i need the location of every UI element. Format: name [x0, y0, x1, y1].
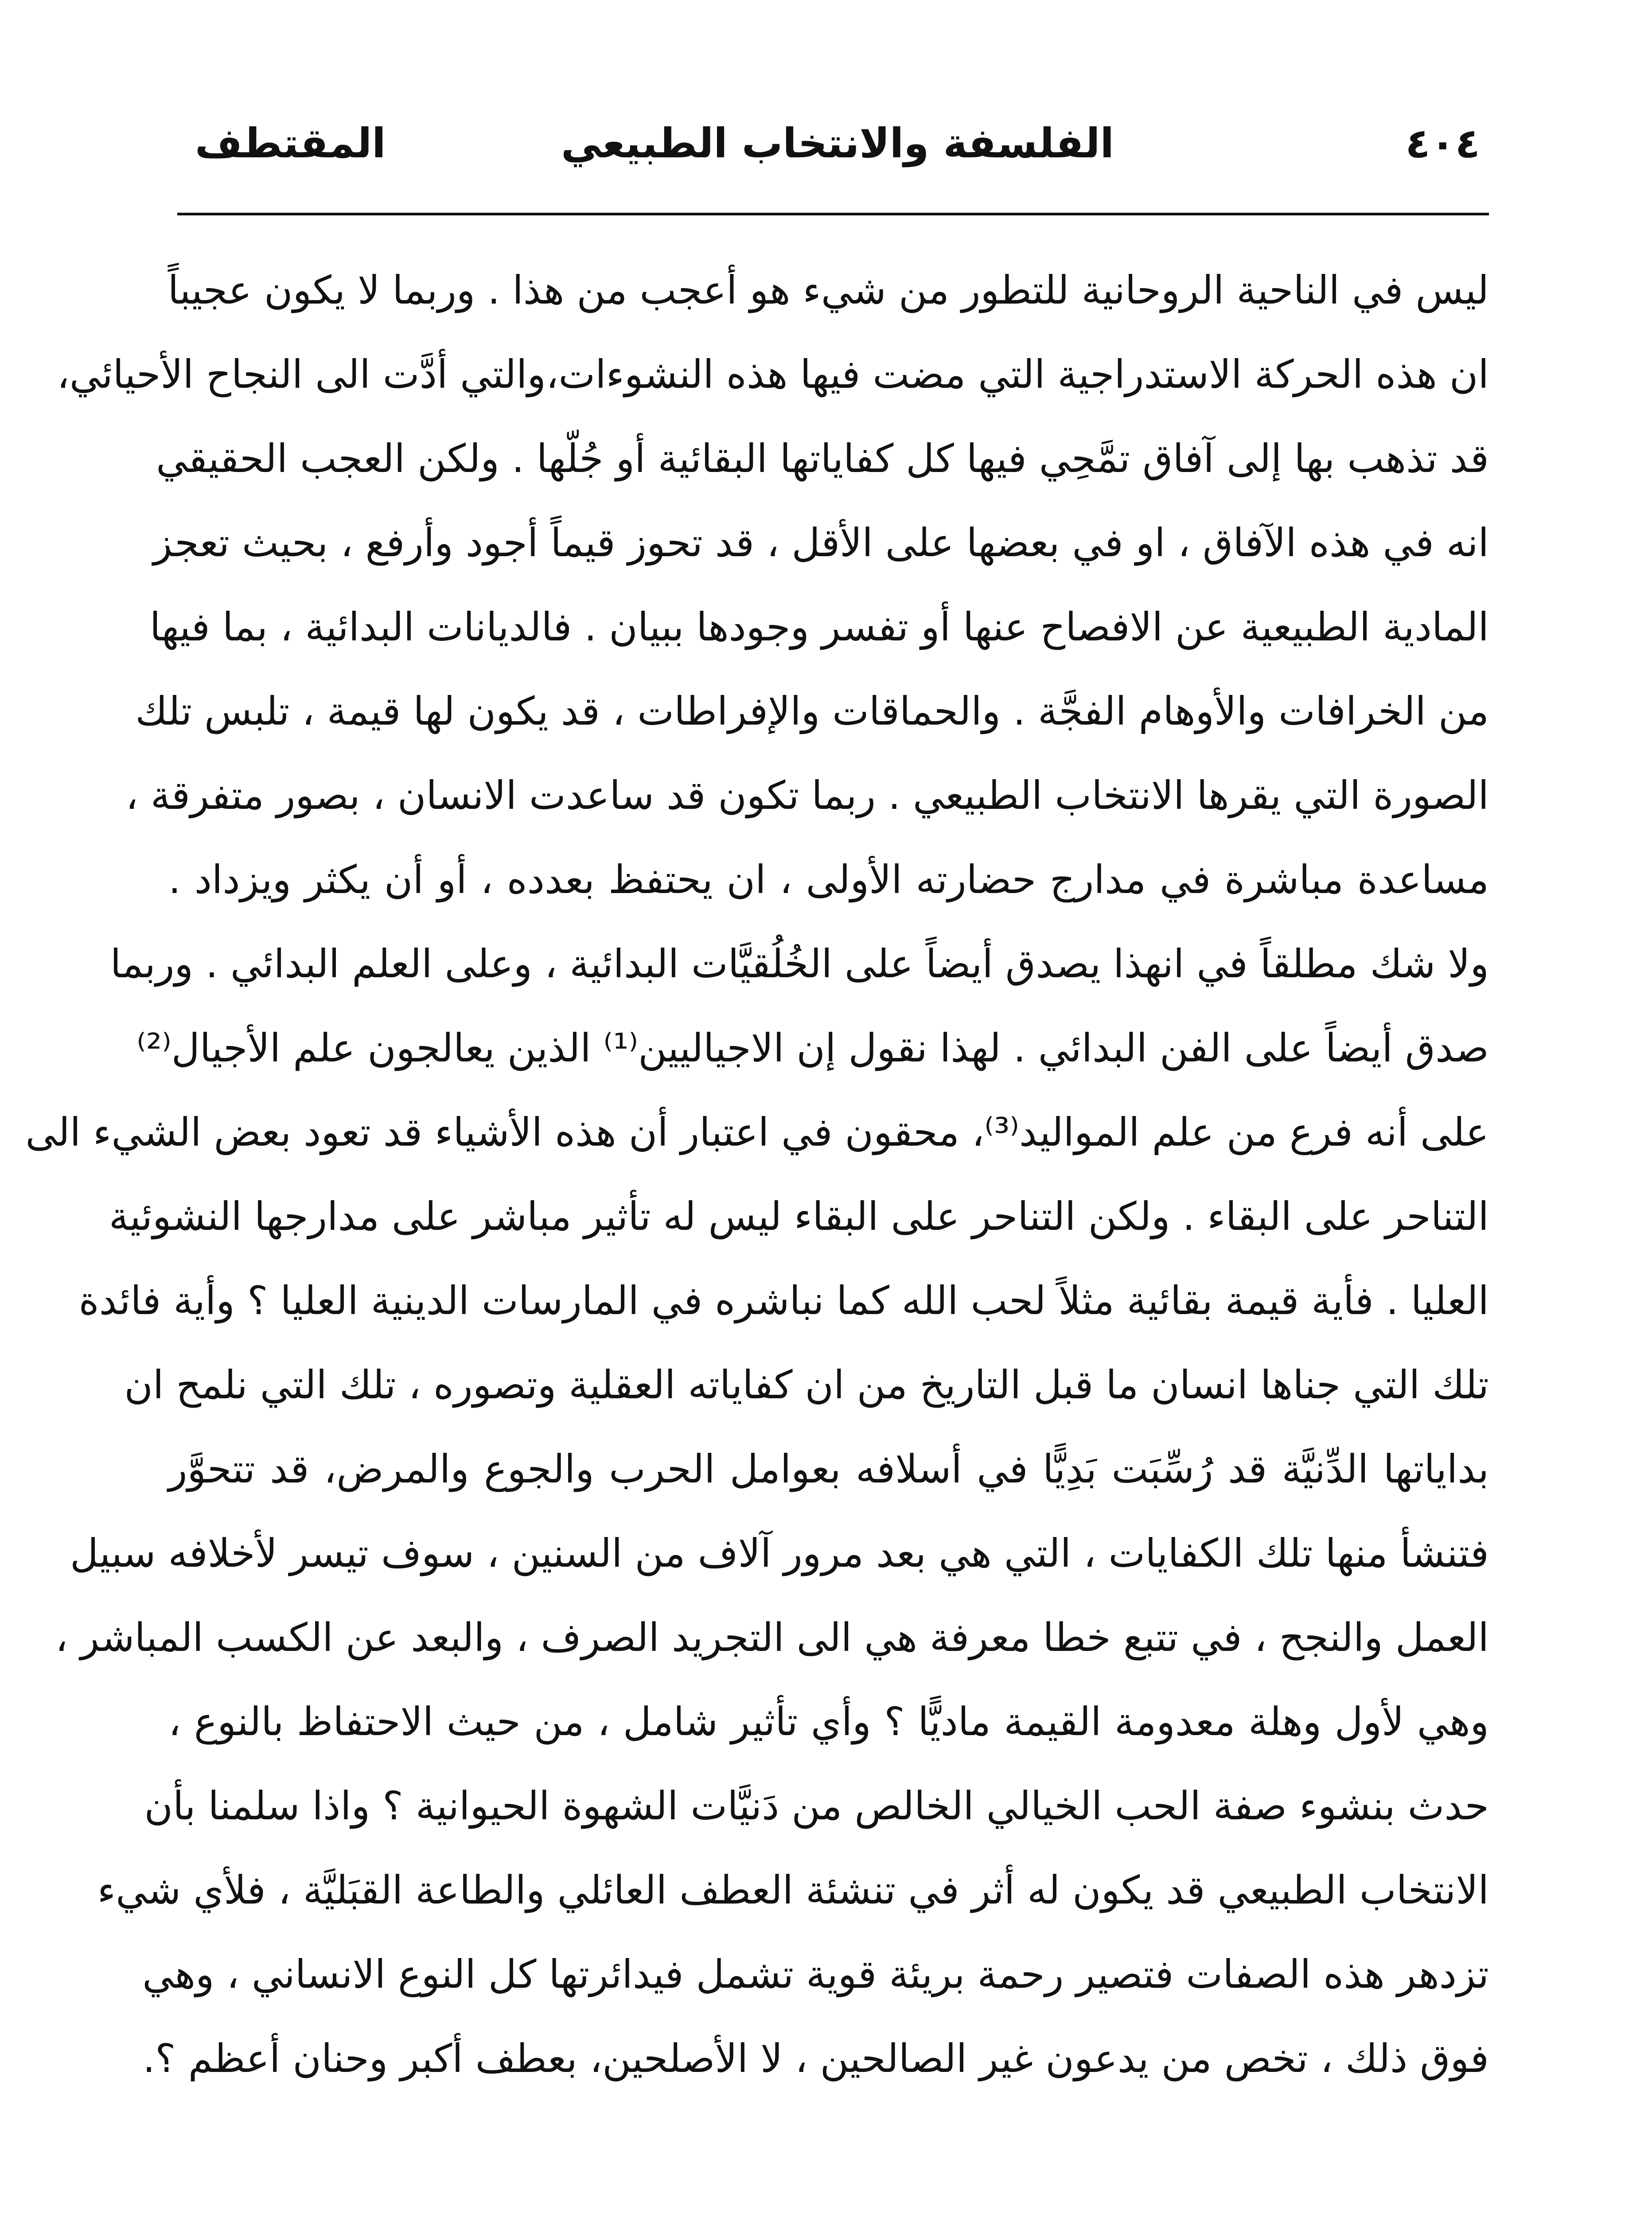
text-line: ولا شك مطلقاً في انهذا يصدق أيضاً على الخُلُقيَّات البدائية ، وعلى العلم البدائي . وربما: [110, 941, 1489, 987]
text-line: المادية الطبيعية عن الافصاح عنها أو تفسر وجودها ببيان . فالديانات البدائية ، بما فيها: [149, 604, 1489, 650]
text-line: قد تذهب بها إلى آفاق تمَّحِي فيها كل كفاياتها البقائية أو جُلّها . ولكن العجب الحقيقي: [156, 436, 1489, 481]
text-line: بداياتها الدِّنيَّة قد رُسِّبَت بَدِيًّا في أسلافه بعوامل الحرب والجوع والمرض، قد تتحوَّر: [168, 1446, 1489, 1492]
text-line: مساعدة مباشرة في مدارج حضارته الأولى ، ان يحتفظ بعدده ، أو أن يكثر ويزداد .: [168, 857, 1489, 902]
text-line: التناحر على البقاء . ولكن التناحر على البقاء ليس له تأثير مباشر على مدارجها النشوئية: [109, 1194, 1489, 1239]
header-rule: [177, 213, 1489, 215]
text-line: ليس في الناحية الروحانية للتطور من شيء هو أعجب من هذا . وربما لا يكون عجيباً: [168, 267, 1489, 313]
journal-name: المقتطف: [195, 120, 386, 167]
text-line: الصورة التي يقرها الانتخاب الطبيعي . ربما تكون قد ساعدت الانسان ، بصور متفرقة ،: [125, 772, 1489, 818]
page-number: ٤٠٤: [1405, 120, 1480, 167]
text-line: العمل والنجح ، في تتبع خطا معرفة هي الى التجريد الصرف ، والبعد عن الكسب المباشر ،: [55, 1615, 1489, 1660]
text-line: ان هذه الحركة الاستدراجية التي مضت فيها هذه النشوءات،والتي أدَّت الى النجاح الأحيائي،: [57, 351, 1489, 397]
body-text: [25, 248, 1489, 2101]
text-line: من الخرافات والأوهام الفجَّة . والحماقات والإفراطات ، قد يكون لها قيمة ، تلبس تلك: [135, 688, 1489, 734]
text-line: الانتخاب الطبيعي قد يكون له أثر في تنشئة العطف العائلي والطاعة القبَليَّة ، فلأي شيء: [97, 1867, 1489, 1913]
text-line: صدق أيضاً على الفن البدائي . لهذا نقول إن الاجياليين⁽¹⁾ الذين يعالجون علم الأجيال⁽²⁾: [136, 1025, 1489, 1071]
text-line: انه في هذه الآفاق ، او في بعضها على الأقل ، قد تحوز قيماً أجود وأرفع ، بحيث تعجز: [153, 520, 1489, 566]
text-line: حدث بنشوء صفة الحب الخيالي الخالص من دَنيَّات الشهوة الحيوانية ؟ واذا سلمنا بأن: [144, 1783, 1489, 1829]
text-line: العليا . فأية قيمة بقائية مثلاً لحب الله كما نباشره في المارسات الدينية العليا ؟ وأية فائدة: [78, 1278, 1489, 1323]
page-header: [195, 106, 1480, 195]
text-line: فوق ذلك ، تخص من يدعون غير الصالحين ، لا الأصلحين، بعطف أكبر وحنان أعظم ؟.: [143, 2036, 1489, 2081]
text-line: فتنشأ منها تلك الكفايات ، التي هي بعد مرور آلاف من السنين ، سوف تيسر لأخلافه سبيل: [70, 1530, 1489, 1576]
text-line: وهي لأول وهلة معدومة القيمة ماديًّا ؟ وأي تأثير شامل ، من حيث الاحتفاظ بالنوع ،: [168, 1699, 1489, 1744]
running-title: الفلسفة والانتخاب الطبيعي: [561, 120, 1114, 167]
text-line: تزدهر هذه الصفات فتصير رحمة بريئة قوية تشمل فيدائرتها كل النوع الانساني ، وهي: [142, 1951, 1489, 1997]
text-line: تلك التي جناها انسان ما قبل التاريخ من ان كفاياته العقلية وتصوره ، تلك التي نلمح ان: [124, 1362, 1489, 1408]
text-line: على أنه فرع من علم المواليد⁽³⁾، محقون في اعتبار أن هذه الأشياء قد تعود بعض الشيء الى: [25, 1109, 1489, 1155]
